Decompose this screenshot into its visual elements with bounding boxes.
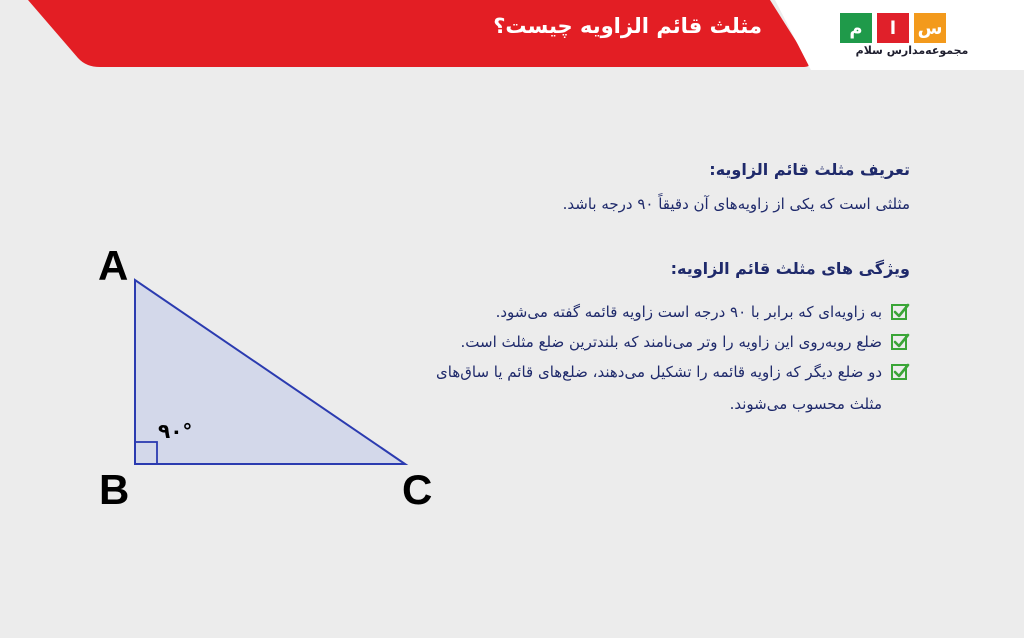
logo-subtitle: مجموعه‌مدارس سلام xyxy=(855,44,969,57)
feature-text: به زاویه‌ای که برابر با ۹۰ درجه است زاویه قائمه گفته می‌شود. xyxy=(495,303,882,321)
logo-letter-orange: س xyxy=(914,13,946,43)
feature-text: دو ضلع دیگر که زاویه قائمه را تشکیل می‌دهند، ضلع‌های قائم یا ساق‌های مثلث محسوب می‌شوند. xyxy=(436,363,882,413)
logo xyxy=(840,13,946,43)
page-title: مثلث قائم الزاویه چیست؟ xyxy=(493,14,762,38)
feature-text: ضلع روبه‌روی این زاویه را وتر می‌نامند که بلندترین ضلع مثلث است. xyxy=(460,333,882,351)
logo-letter-green: م xyxy=(840,13,872,43)
vertex-c-label: C xyxy=(402,466,433,513)
checkbox-check-icon xyxy=(890,332,910,352)
definition-text: مثلثی است که یکی از زاویه‌های آن دقیقاً ۹۰ درجه باشد. xyxy=(562,195,910,213)
logo-letter-red: ا xyxy=(877,13,909,43)
angle-label: ۹۰° xyxy=(158,419,193,443)
vertex-a-label: A xyxy=(98,242,129,289)
definition-title: تعریف مثلث قائم الزاویه: xyxy=(709,160,910,179)
checkbox-check-icon xyxy=(890,362,910,382)
vertex-b-label: B xyxy=(99,466,130,513)
right-triangle-diagram xyxy=(90,232,450,522)
checkbox-check-icon xyxy=(890,302,910,322)
features-title: ویژگی های مثلث قائم الزاویه: xyxy=(670,259,910,278)
